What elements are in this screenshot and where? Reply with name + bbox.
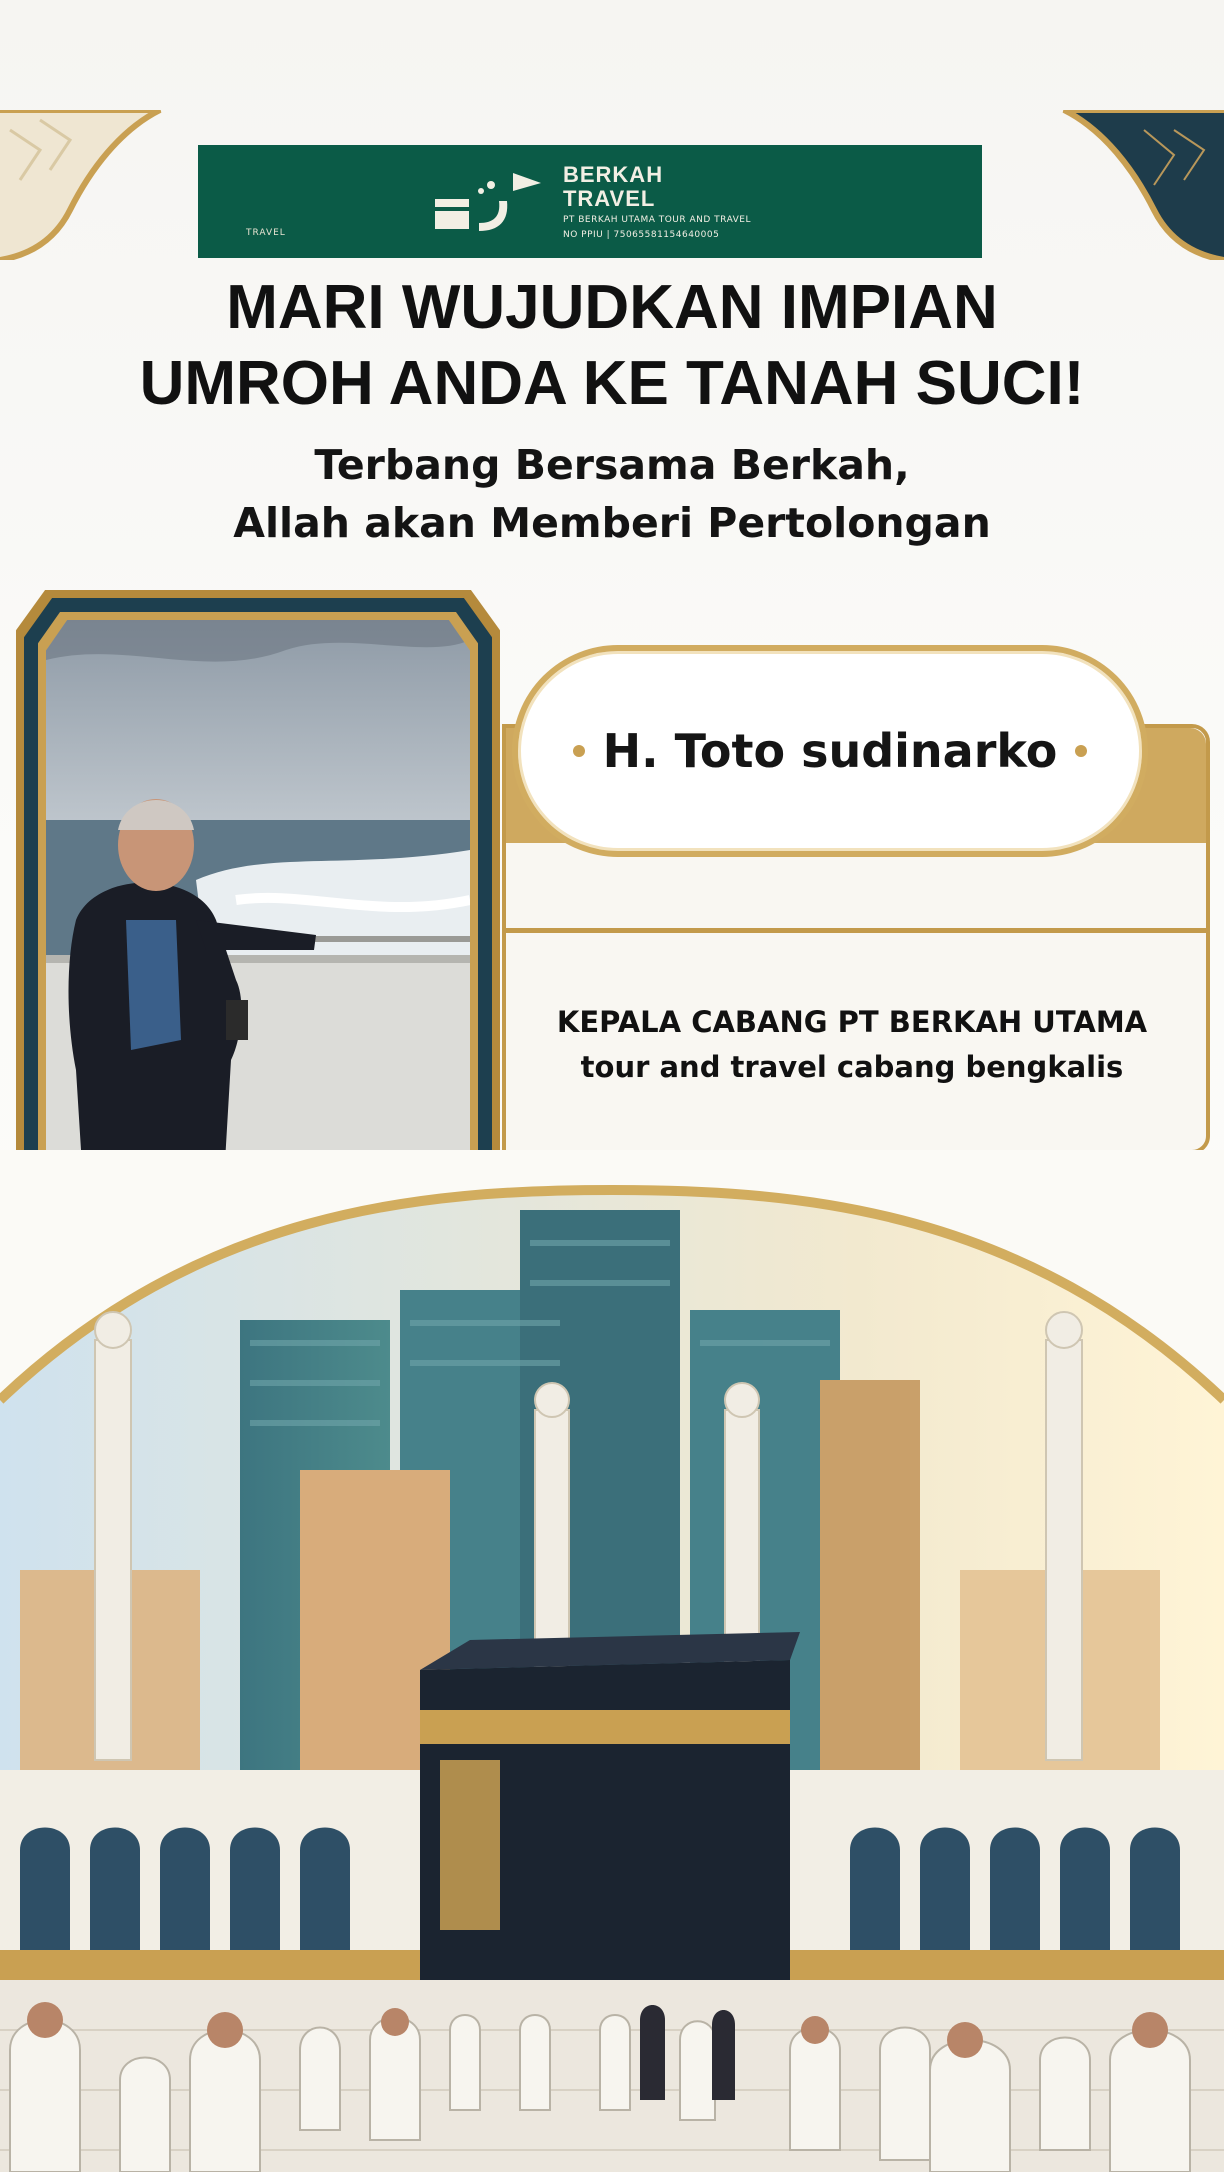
brand-name-line2: TRAVEL [562, 185, 656, 211]
kaaba-scene-illustration [0, 1150, 1224, 2172]
brand-name-line1: BERKAH [562, 161, 664, 187]
name-badge [512, 645, 1148, 857]
brand-banner [198, 145, 982, 258]
kaaba-logo-icon [429, 161, 549, 243]
bullet-dot-right [1075, 745, 1087, 757]
subhead-line1: Terbang Bersama Berkah, [314, 441, 910, 489]
brand-travel-small: TRAVEL [246, 228, 286, 238]
bullet-dot-left [573, 745, 585, 757]
headline-line2: UMROH ANDA KE TANAH SUCI! [139, 349, 1085, 418]
brand-license: NO PPIU | 75065581154640005 [562, 229, 720, 240]
profile-role-line2: tour and travel cabang bengkalis [580, 1050, 1124, 1084]
corner-ornament-right [1054, 110, 1224, 260]
profile-role-line1: KEPALA CABANG PT BERKAH UTAMA [556, 1005, 1148, 1039]
profile-photo [46, 620, 470, 1230]
headline-line1: MARI WUJUDKAN IMPIAN [226, 273, 998, 342]
subhead-line2: Allah akan Memberi Pertolongan [233, 499, 991, 547]
subheadline [0, 436, 1224, 552]
corner-ornament-left [0, 110, 170, 260]
profile-name: H. Toto sudinarko [602, 724, 1058, 778]
brand-tagline: PT BERKAH UTAMA TOUR AND TRAVEL [562, 214, 752, 225]
headline [0, 270, 1224, 422]
panel-divider [506, 928, 1206, 933]
